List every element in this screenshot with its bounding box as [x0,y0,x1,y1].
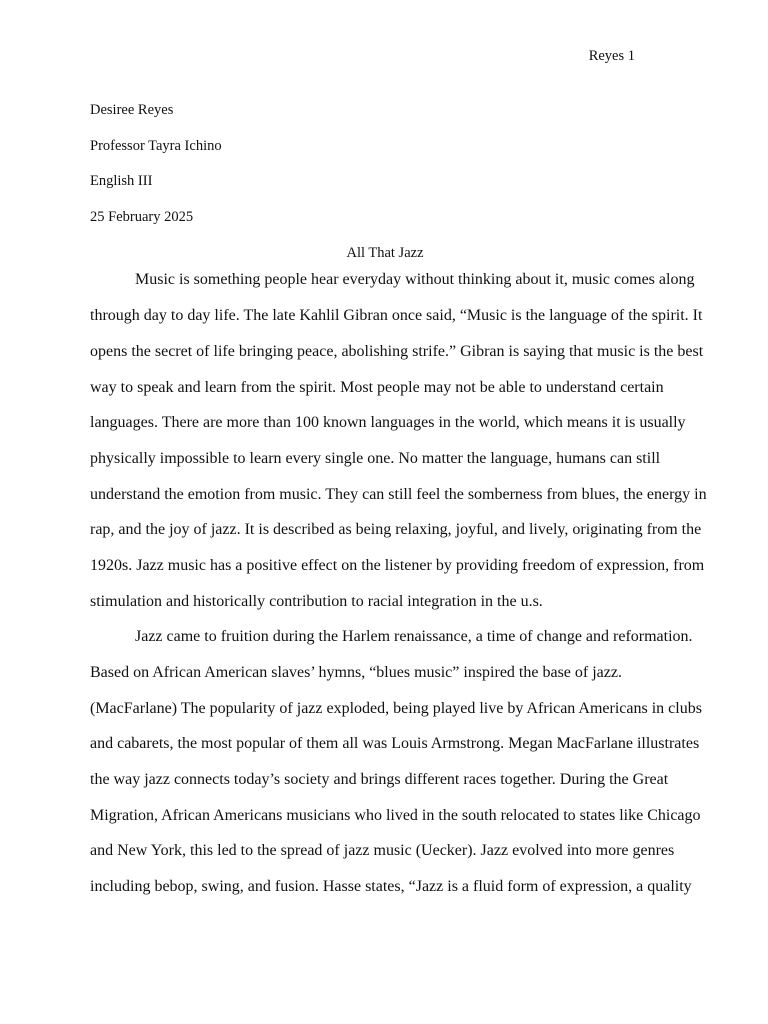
paragraph-line: and cabarets, the most popular of them all was Louis Armstrong. Megan MacFarlane illustrates [90,735,700,753]
paragraph-line: Migration, African Americans musicians who lived in the south relocated to states like Chicago [90,806,701,824]
paragraph-line: through day to day life. The late Kahlil Gibran once said, “Music is the language of the spirit. It [90,307,703,325]
essay-body [90,93,707,914]
essay-title: All That Jazz [346,244,424,261]
running-header: Reyes 1 [588,48,635,64]
paragraph-line: the way jazz connects today’s society and brings different races together. During the Great [90,771,669,789]
paragraph-line: and New York, this led to the spread of jazz music (Uecker). Jazz evolved into more genres [90,842,675,860]
author-name: Desiree Reyes [90,102,174,118]
paragraph-1 [90,271,707,628]
paragraph-line: rap, and the joy of jazz. It is described as being relaxing, joyful, and lively, originating from the [90,521,702,539]
paragraph-line: including bebop, swing, and fusion. Hasse states, “Jazz is a fluid form of expression, a quality [90,878,692,896]
paragraph-line: stimulation and historically contribution to racial integration in the u.s. [90,592,543,610]
paragraph-line: Music is something people hear everyday without thinking about it, music comes along [135,271,695,289]
paragraph-line: 1920s. Jazz music has a positive effect on the listener by providing freedom of expression, from [90,556,705,574]
paragraph-line: languages. There are more than 100 known languages in the world, which means it is usually [90,414,686,432]
instructor-name: Professor Tayra Ichino [90,137,222,154]
paragraph-line: (MacFarlane) The popularity of jazz exploded, being played live by African Americans in clubs [90,699,702,717]
paragraph-line: understand the emotion from music. They can still feel the somberness from blues, the energy in [90,485,707,503]
paragraph-2 [90,628,702,914]
paragraph-line: physically impossible to learn every single one. No matter the language, humans can still [90,449,661,467]
paragraph-line: opens the secret of life bringing peace, abolishing strife.” Gibran is saying that music is the best [90,342,704,360]
paragraph-line: Based on African American slaves’ hymns, “blues music” inspired the base of jazz. [90,664,622,681]
course-name: English III [90,173,153,190]
paragraph-line: way to speak and learn from the spirit. Most people may not be able to understand certain [90,378,664,396]
paragraph-line: Jazz came to fruition during the Harlem renaissance, a time of change and reformation. [135,628,693,646]
essay-date: 25 February 2025 [90,209,194,226]
